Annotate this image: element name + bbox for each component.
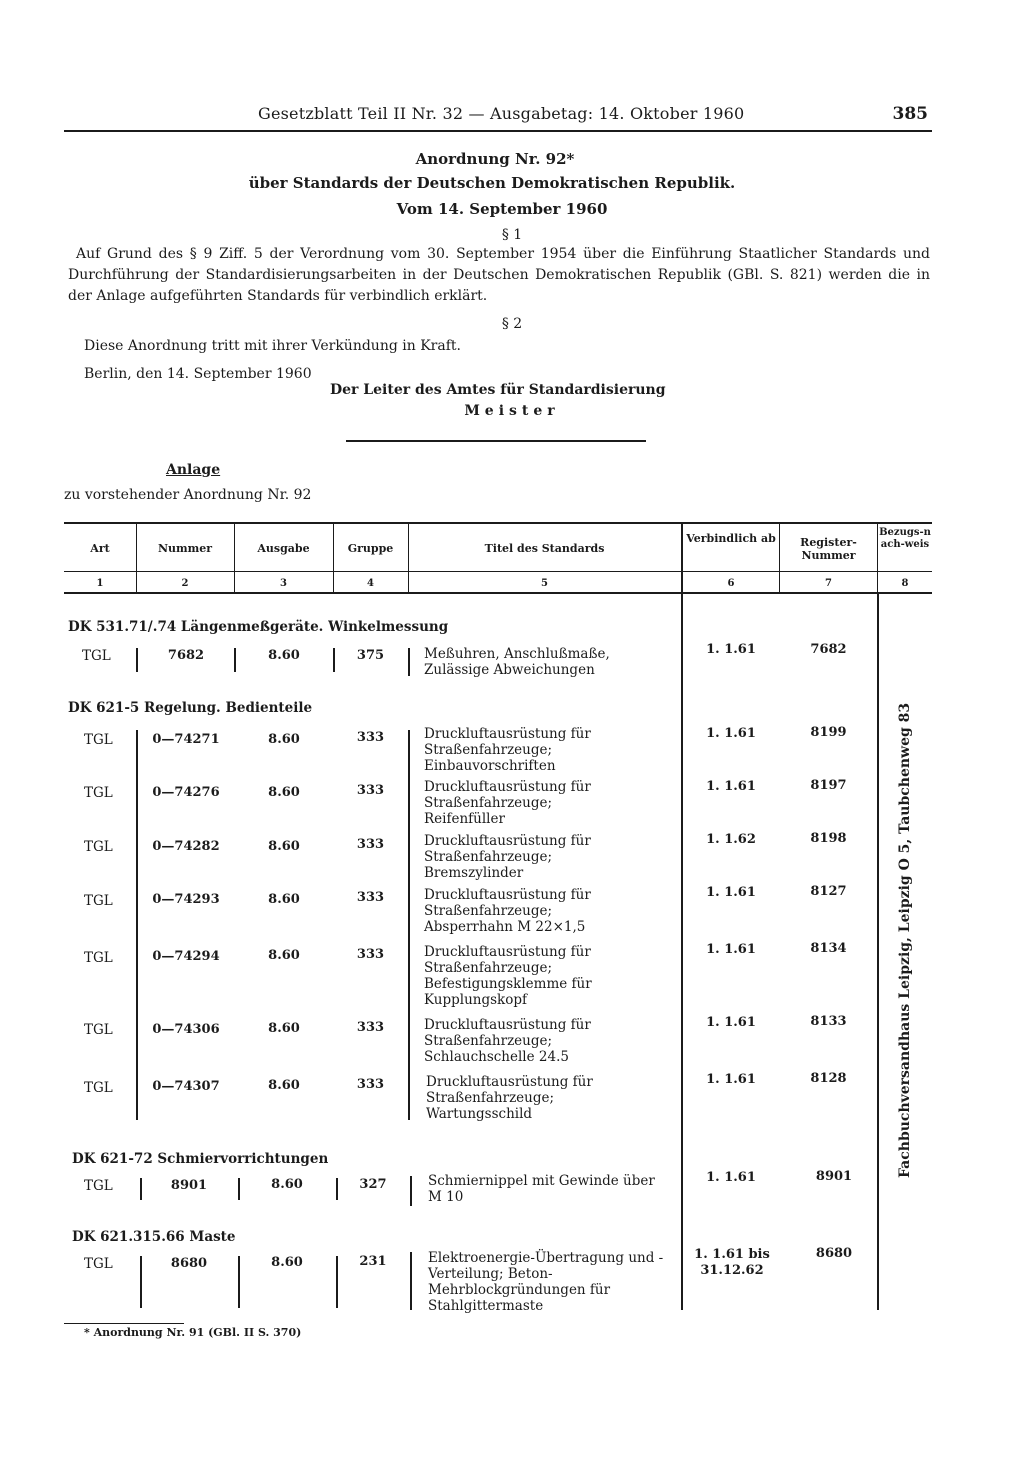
cell-ausgabe: 8.60 <box>268 1078 300 1093</box>
cell-verbindlich: 1. 1.61 <box>706 1015 756 1030</box>
running-header: Gesetzblatt Teil II Nr. 32 — Ausgabetag: 14. Oktober 1960 <box>258 104 745 123</box>
para1-heading: § 1 <box>501 227 523 243</box>
cell-titel: Druckluftausrüstung für Straßenfahrzeuge; Bremszylinder <box>424 833 591 881</box>
cell-titel: Druckluftausrüstung für Straßenfahrzeuge; Befestigungsklemme für Kupplungskopf <box>424 944 592 1008</box>
cell-register: 8680 <box>815 1246 853 1261</box>
th-art: Art <box>90 542 110 555</box>
colnum-8: 8 <box>901 578 909 589</box>
th-gruppe: Gruppe <box>347 542 394 555</box>
cell-ausgabe: 8.60 <box>268 892 300 907</box>
cell-nummer: 0—74282 <box>152 839 220 854</box>
colnum-1: 1 <box>96 578 104 589</box>
section-heading: DK 621.315.66 Maste <box>72 1229 236 1245</box>
annex-title: Anlage <box>166 462 221 478</box>
cell-gruppe: 327 <box>359 1177 387 1192</box>
signer-name: Meister <box>464 403 560 419</box>
cell-register: 8199 <box>810 725 847 740</box>
cell-verbindlich: 1. 1.61 <box>706 779 756 794</box>
cell-nummer: 0—74306 <box>152 1022 220 1037</box>
cell-art: TGL <box>84 950 113 966</box>
table-numbers-rule <box>64 592 932 594</box>
cell-ausgabe: 8.60 <box>268 648 300 663</box>
colnum-6: 6 <box>727 578 735 589</box>
cell-gruppe: 333 <box>356 783 385 798</box>
cell-verbindlich: 1. 1.61 <box>706 642 756 657</box>
th-bezugsnachweis: Bezugs-nach-weis <box>879 527 931 550</box>
cell-ausgabe: 8.60 <box>268 839 300 854</box>
cell-art: TGL <box>84 839 113 855</box>
publisher-side-note: Fachbuchversandhaus Leipzig, Leipzig O 5, Taubchenweg 83 <box>897 702 913 1178</box>
cell-register: 8127 <box>810 884 847 899</box>
th-nummer: Nummer <box>157 542 213 555</box>
cell-art: TGL <box>84 1256 113 1272</box>
cell-nummer: 0—74271 <box>152 732 220 747</box>
cell-nummer: 0—74294 <box>152 949 220 964</box>
cell-register: 8134 <box>810 941 847 956</box>
cell-sep <box>408 648 410 676</box>
page-number: 385 <box>892 104 928 124</box>
cell-art: TGL <box>84 1022 113 1038</box>
cell-gruppe: 333 <box>356 947 385 962</box>
cell-art: TGL <box>84 732 113 748</box>
col-sep-group <box>408 730 410 1120</box>
para2-heading: § 2 <box>501 316 523 332</box>
cell-gruppe: 333 <box>356 730 385 745</box>
cell-nummer: 0—74276 <box>152 785 220 800</box>
footnote: * Anordnung Nr. 91 (GBl. II S. 370) <box>84 1326 302 1339</box>
annex-subtitle: zu vorstehender Anordnung Nr. 92 <box>64 487 312 503</box>
cell-gruppe: 333 <box>356 1020 385 1035</box>
decree-title: Anordnung Nr. 92* <box>415 150 575 168</box>
cell-verbindlich: 1. 1.61 <box>706 1072 756 1087</box>
cell-art: TGL <box>82 648 111 664</box>
cell-nummer: 0—74307 <box>152 1079 220 1094</box>
colnum-7: 7 <box>825 578 832 589</box>
cell-ausgabe: 8.60 <box>268 1021 300 1036</box>
cell-register: 8128 <box>810 1071 847 1086</box>
cell-titel: Druckluftausrüstung für Straßenfahrzeuge; Absperrhahn M 22×1,5 <box>424 887 591 935</box>
signature-rule <box>346 440 646 442</box>
colnum-2: 2 <box>181 578 189 589</box>
cell-gruppe: 333 <box>356 1077 385 1092</box>
para2-text: Diese Anordnung tritt mit ihrer Verkündung in Kraft. <box>84 338 461 354</box>
cell-titel: Druckluftausrüstung für Straßenfahrzeuge; Reifenfüller <box>424 779 591 827</box>
colnum-5: 5 <box>541 578 548 589</box>
decree-subtitle: über Standards der Deutschen Demokratischen Republik. <box>248 174 736 192</box>
section-heading: DK 531.71/.74 Längenmeßgeräte. Winkelmessung <box>68 619 449 635</box>
cell-ausgabe: 8.60 <box>268 948 300 963</box>
place-date: Berlin, den 14. September 1960 <box>84 366 312 382</box>
col8-left-rule <box>877 594 879 1310</box>
para1-text: Auf Grund des § 9 Ziff. 5 der Verordnung vom 30. September 1954 über die Einführung Staatlicher Standards und Durchführung der Standardisierungsarbeiten in der Deutschen Demokratischen Republik (GBl. S. 821) werden die in der Anlage aufgeführten Standards für verbindlich erklärt. <box>68 246 930 304</box>
cell-titel: Elektroenergie-Übertragung und -Verteilung; Beton-Mehrblockgründungen für Stahlgittermaste <box>428 1250 664 1314</box>
cell-verbindlich: 1. 1.61 bis 31.12.62 <box>694 1247 770 1278</box>
cell-register: 8133 <box>810 1014 847 1029</box>
cell-titel: Druckluftausrüstung für Straßenfahrzeuge; Einbauvorschriften <box>424 726 591 774</box>
cell-ausgabe: 8.60 <box>268 732 300 747</box>
cell-gruppe: 375 <box>356 648 385 663</box>
table-header-rule <box>64 571 932 572</box>
cell-titel: Schmiernippel mit Gewinde über M 10 <box>428 1173 655 1205</box>
cell-verbindlich: 1. 1.61 <box>706 1170 756 1185</box>
cell-art: TGL <box>84 1080 113 1096</box>
cell-register: 8197 <box>810 778 847 793</box>
footnote-rule <box>64 1323 184 1324</box>
cell-verbindlich: 1. 1.61 <box>706 942 756 957</box>
cell-register: 8901 <box>815 1169 853 1184</box>
th-register: Register-Nummer <box>800 536 857 562</box>
cell-gruppe: 333 <box>356 837 385 852</box>
cell-sep <box>410 1252 412 1310</box>
cell-register: 8198 <box>810 831 847 846</box>
cell-verbindlich: 1. 1.62 <box>706 832 756 847</box>
cell-gruppe: 231 <box>359 1254 387 1269</box>
th-titel: Titel des Standards <box>484 542 605 555</box>
cell-ausgabe: 8.60 <box>268 785 300 800</box>
cell-verbindlich: 1. 1.61 <box>706 885 756 900</box>
colnum-3: 3 <box>280 578 287 589</box>
cell-ausgabe: 8.60 <box>271 1177 303 1192</box>
cell-verbindlich: 1. 1.61 <box>706 726 756 741</box>
header-rule <box>64 130 932 132</box>
th-verbindlich: Verbindlich ab <box>686 532 776 545</box>
signer-title: Der Leiter des Amtes für Standardisierung <box>330 382 666 398</box>
cell-nummer: 0—74293 <box>152 892 220 907</box>
colnum-4: 4 <box>367 578 374 589</box>
cell-sep <box>410 1176 412 1206</box>
cell-art: TGL <box>84 785 113 801</box>
section-heading: DK 621-72 Schmiervorrichtungen <box>72 1151 329 1167</box>
cell-gruppe: 333 <box>356 890 385 905</box>
cell-nummer: 7682 <box>167 648 205 663</box>
cell-ausgabe: 8.60 <box>271 1255 303 1270</box>
decree-date: Vom 14. September 1960 <box>396 200 608 218</box>
cell-titel: Meßuhren, Anschlußmaße, Zulässige Abweichungen <box>424 646 610 678</box>
section-heading: DK 621-5 Regelung. Bedienteile <box>68 700 313 716</box>
cell-nummer: 8680 <box>170 1256 208 1271</box>
cell-art: TGL <box>84 893 113 909</box>
table-top-rule <box>64 522 932 524</box>
th-ausgabe: Ausgabe <box>257 542 310 555</box>
cell-titel: Druckluftausrüstung für Straßenfahrzeuge; Wartungsschild <box>426 1074 593 1122</box>
cell-titel: Druckluftausrüstung für Straßenfahrzeuge; Schlauchschelle 24.5 <box>424 1017 591 1065</box>
cell-nummer: 8901 <box>170 1178 208 1193</box>
cell-art: TGL <box>84 1178 113 1194</box>
cell-register: 7682 <box>810 642 847 657</box>
